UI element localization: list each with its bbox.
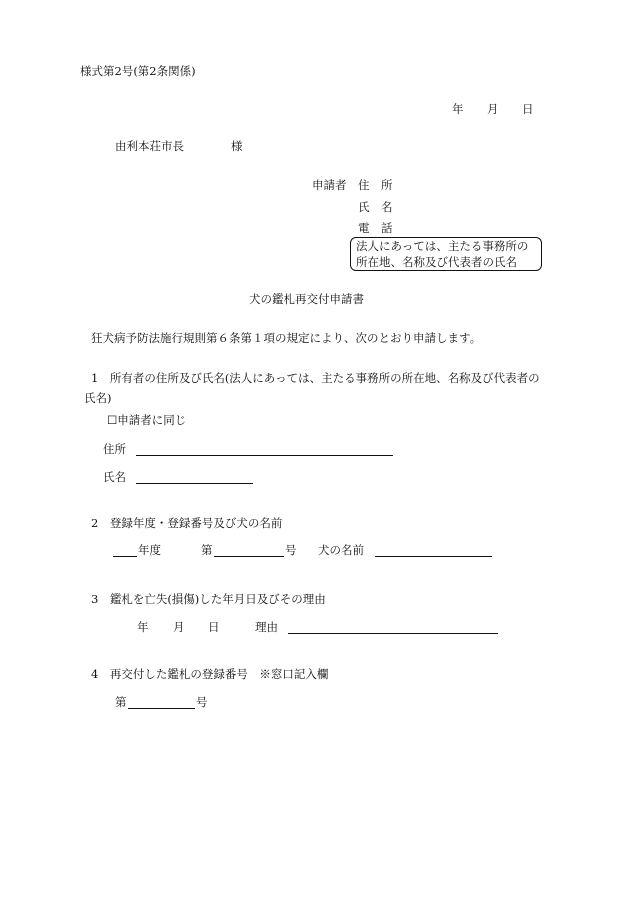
date-day-label: 日 bbox=[522, 102, 534, 116]
reissued-number-suffix: 号 bbox=[196, 695, 208, 709]
dog-name-field[interactable] bbox=[375, 556, 492, 557]
registration-number-suffix: 号 bbox=[285, 543, 297, 557]
owner-address-label: 住所 bbox=[103, 442, 126, 456]
section2-heading: 2 登録年度・登録番号及び犬の名前 bbox=[91, 516, 283, 530]
document-title: 犬の鑑札再交付申請書 bbox=[249, 292, 364, 306]
owner-name-field[interactable] bbox=[136, 483, 253, 484]
registration-year-label: 年度 bbox=[138, 543, 161, 557]
applicant-address-label: 住 所 bbox=[358, 178, 393, 192]
date-year-label: 年 bbox=[452, 102, 464, 116]
reissued-number-prefix: 第 bbox=[115, 695, 127, 709]
same-as-applicant-checkbox[interactable]: ☐申請者に同じ bbox=[107, 413, 187, 427]
registration-number-prefix: 第 bbox=[201, 543, 213, 557]
loss-year-label: 年 bbox=[137, 620, 149, 634]
section1-heading: 1 所有者の住所及び氏名(法人にあっては、主たる事務所の所在地、名称及び代表者の bbox=[91, 371, 540, 385]
registration-number-field[interactable] bbox=[214, 556, 284, 557]
owner-address-field[interactable] bbox=[136, 455, 393, 456]
applicant-phone-label: 電 話 bbox=[358, 221, 393, 235]
reason-field[interactable] bbox=[288, 633, 498, 634]
addressee-name: 由利本荘市長 bbox=[115, 139, 184, 153]
intro-text: 狂犬病予防法施行規則第６条第１項の規定により、次のとおり申請します。 bbox=[91, 331, 482, 345]
section4-heading: 4 再交付した鑑札の登録番号 ※窓口記入欄 bbox=[91, 667, 329, 681]
date-month-label: 月 bbox=[487, 102, 499, 116]
addressee-honorific: 様 bbox=[231, 139, 243, 153]
owner-name-label: 氏名 bbox=[103, 470, 126, 484]
form-id: 様式第2号(第2条関係) bbox=[80, 64, 196, 78]
reissued-number-field[interactable] bbox=[128, 708, 195, 709]
registration-year-field[interactable] bbox=[113, 556, 137, 557]
dog-name-label: 犬の名前 bbox=[318, 543, 364, 557]
applicant-name-label: 氏 名 bbox=[358, 200, 393, 214]
section1-heading-cont: 氏名) bbox=[84, 391, 112, 405]
reason-label: 理由 bbox=[255, 620, 278, 634]
corporate-note-line2: 所在地、名称及び代表者の氏名 bbox=[356, 255, 517, 269]
corporate-note-line1: 法人にあっては、主たる事務所の bbox=[356, 239, 529, 253]
applicant-label: 申請者 bbox=[312, 178, 347, 192]
loss-day-label: 日 bbox=[208, 620, 220, 634]
loss-month-label: 月 bbox=[173, 620, 185, 634]
section3-heading: 3 鑑札を亡失(損傷)した年月日及びその理由 bbox=[91, 592, 326, 606]
